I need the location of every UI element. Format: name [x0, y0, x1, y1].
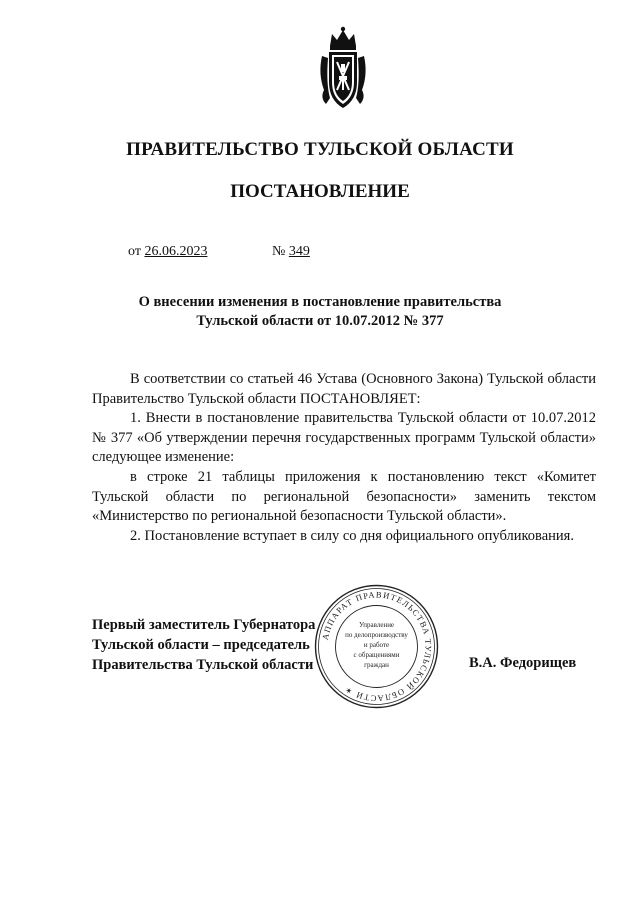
subject-line-1: О внесении изменения в постановление правительства	[138, 294, 502, 310]
body-paragraph-4: 2. Постановление вступает в силу со дня официального опубликования.	[130, 527, 574, 544]
coat-of-arms-icon	[316, 24, 370, 114]
document-body	[92, 370, 596, 546]
signature-title-3: Правительства Тульской области	[92, 657, 314, 673]
svg-text:граждан: граждан	[364, 661, 389, 669]
svg-text:Управление: Управление	[358, 621, 395, 629]
date-value: 26.06.2023	[144, 244, 208, 259]
subject-line-2: Тульской области от 10.07.2012 № 377	[196, 313, 444, 329]
date-prefix: от	[128, 244, 141, 259]
signature-title-1: Первый заместитель Губернатора	[92, 617, 316, 633]
svg-text:по делопроизводству: по делопроизводству	[345, 631, 408, 639]
body-paragraph-2: 1. Внести в постановление правительства Тульской области от 10.07.2012 № 377 «Об утверждении перечня государственных программ Тульской области» следующее изменение:	[92, 410, 596, 466]
signature-block	[92, 615, 315, 675]
svg-text:с обращениями: с обращениями	[353, 651, 400, 659]
document-subject	[0, 293, 640, 331]
government-title: ПРАВИТЕЛЬСТВО ТУЛЬСКОЙ ОБЛАСТИ	[126, 139, 514, 160]
document-type: ПОСТАНОВЛЕНИЕ	[230, 181, 410, 202]
svg-text:АППАРАТ ПРАВИТЕЛЬСТВА ТУЛЬСКОЙ: АППАРАТ ПРАВИТЕЛЬСТВА ТУЛЬСКОЙ ОБЛАСТИ ✶	[319, 589, 434, 704]
body-paragraph-3: в строке 21 таблицы приложения к постановлению текст «Комитет Тульской области по региональной безопасности» заменить текстом «Министерство по региональной безопасности Тульской области».	[92, 468, 596, 525]
signature-title-2: Тульской области – председатель	[92, 637, 310, 653]
body-paragraph-1: В соответствии со статьей 46 Устава (Основного Закона) Тульской области Правительство Тульской области ПОСТАНОВЛЯЕТ:	[92, 371, 596, 407]
signer-name: В.А. Федорищев	[469, 655, 577, 671]
number-prefix: №	[272, 244, 286, 259]
document-number	[272, 244, 310, 260]
svg-text:и работе: и работе	[363, 641, 390, 649]
document-date	[128, 244, 207, 260]
number-value: 349	[288, 244, 310, 259]
official-seal-icon	[313, 583, 440, 710]
